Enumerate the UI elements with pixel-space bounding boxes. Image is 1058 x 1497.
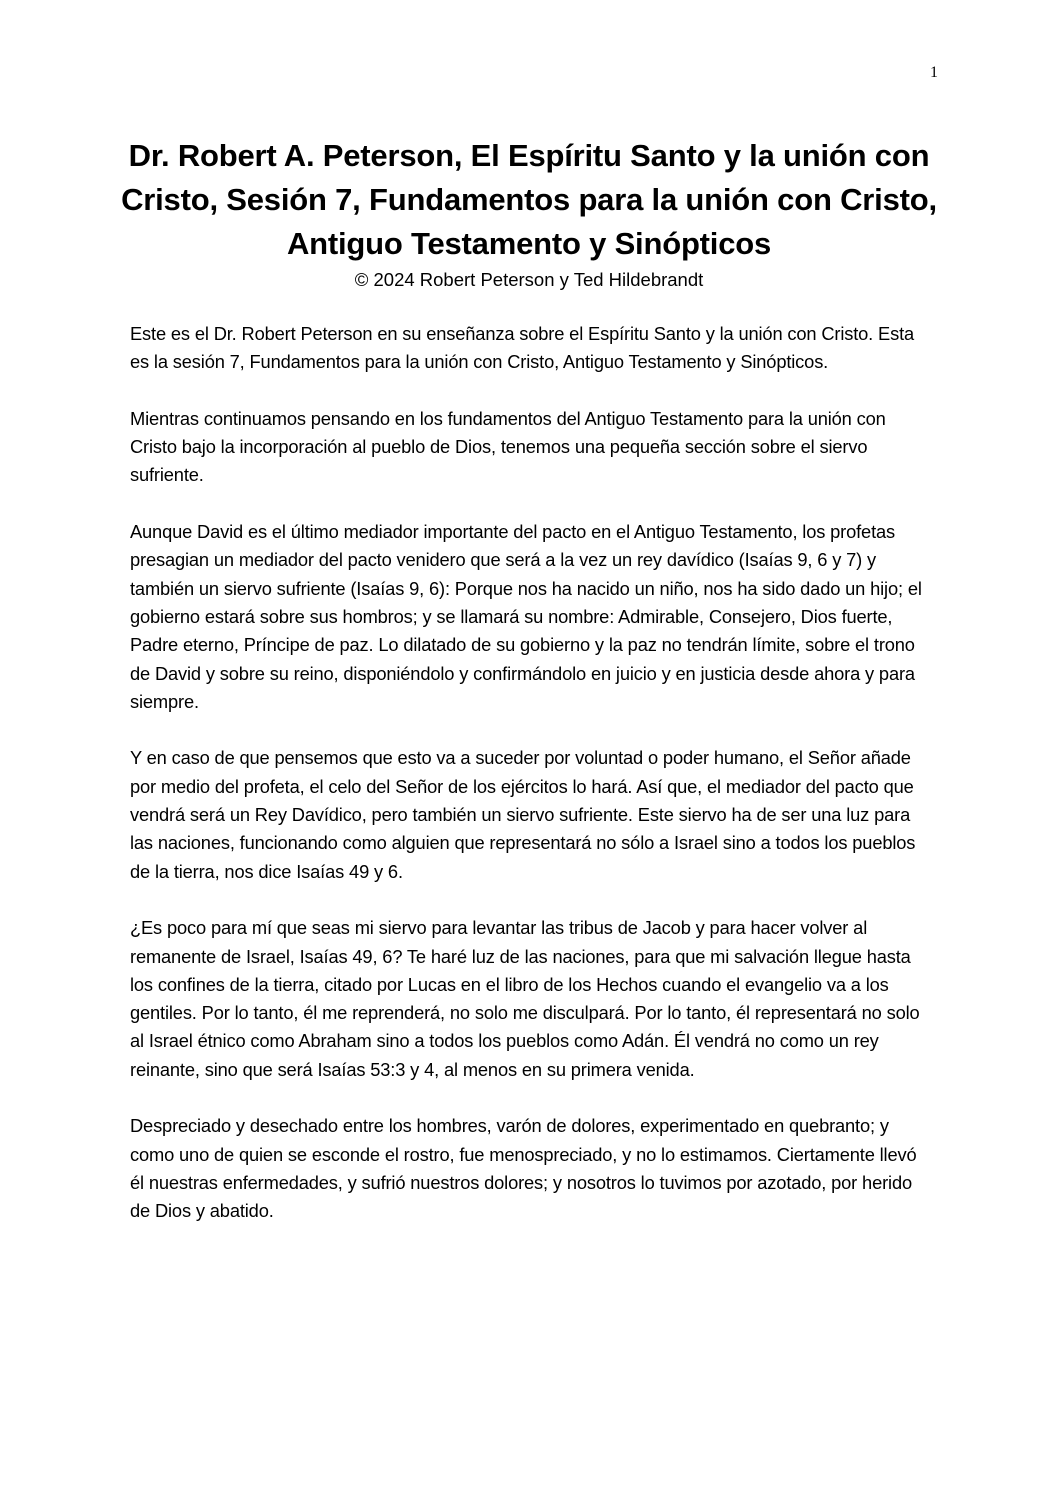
document-title: Dr. Robert A. Peterson, El Espíritu Santo y la unión con Cristo, Sesión 7, Fundamentos para la unión con Cristo, Antiguo Testamento y Sinópticos	[121, 138, 937, 261]
paragraph: Mientras continuamos pensando en los fundamentos del Antiguo Testamento para la unión con Cristo bajo la incorporación al pueblo de Dios, tenemos una pequeña sección sobre el siervo sufriente.	[130, 407, 886, 486]
paragraph: Este es el Dr. Robert Peterson en su enseñanza sobre el Espíritu Santo y la unión con Cristo. Esta es la sesión 7, Fundamentos para la unión con Cristo, Antiguo Testamento y Sinópticos.	[130, 323, 915, 373]
paragraph: Despreciado y desechado entre los hombres, varón de dolores, experimentado en quebranto; y como uno de quien se esconde el rostro, fue menospreciado, y no lo estimamos. Ciertamente llevó él nuestras enfermedades, y sufrió nuestros dolores; y nosotros lo tuvimos por azotado, por herido de Dios y abatido.	[130, 1115, 917, 1222]
document-body	[130, 320, 930, 1254]
copyright-line: © 2024 Robert Peterson y Ted Hildebrandt	[354, 269, 704, 290]
paragraph: Aunque David es el último mediador importante del pacto en el Antiguo Testamento, los profetas presagian un mediador del pacto venidero que será a la vez un rey davídico (Isaías 9, 6 y 7) y también un siervo sufriente (Isaías 9, 6): Porque nos ha nacido un niño, nos ha sido dado un hijo; el gobierno estará sobre sus hombros; y se llamará su nombre: Admirable, Consejero, Dios fuerte, Padre eterno, Príncipe de paz. Lo dilatado de su gobierno y la paz no tendrán límite, sobre el trono de David y sobre su reino, disponiéndolo y confirmándolo en juicio y en justicia desde ahora y para siempre.	[130, 521, 922, 712]
paragraph: ¿Es poco para mí que seas mi siervo para levantar las tribus de Jacob y para hacer volver al remanente de Israel, Isaías 49, 6? Te haré luz de las naciones, para que mi salvación llegue hasta los confines de la tierra, citado por Lucas en el libro de los Hechos cuando el evangelio va a los gentiles. Por lo tanto, él me reprenderá, no solo me disculpará. Por lo tanto, él representará no solo al Israel étnico como Abraham sino a todos los pueblos como Adán. Él vendrá no como un rey reinante, sino que será Isaías 53:3 y 4, al menos en su primera venida.	[130, 917, 920, 1080]
page-number: 1	[930, 64, 938, 81]
paragraph: Y en caso de que pensemos que esto va a suceder por voluntad o poder humano, el Señor añade por medio del profeta, el celo del Señor de los ejércitos lo hará. Así que, el mediador del pacto que vendrá será un Rey Davídico, pero también un siervo sufriente. Este siervo ha de ser una luz para las naciones, funcionando como alguien que representará no sólo a Israel sino a todos los pueblos de la tierra, nos dice Isaías 49 y 6.	[130, 747, 916, 882]
